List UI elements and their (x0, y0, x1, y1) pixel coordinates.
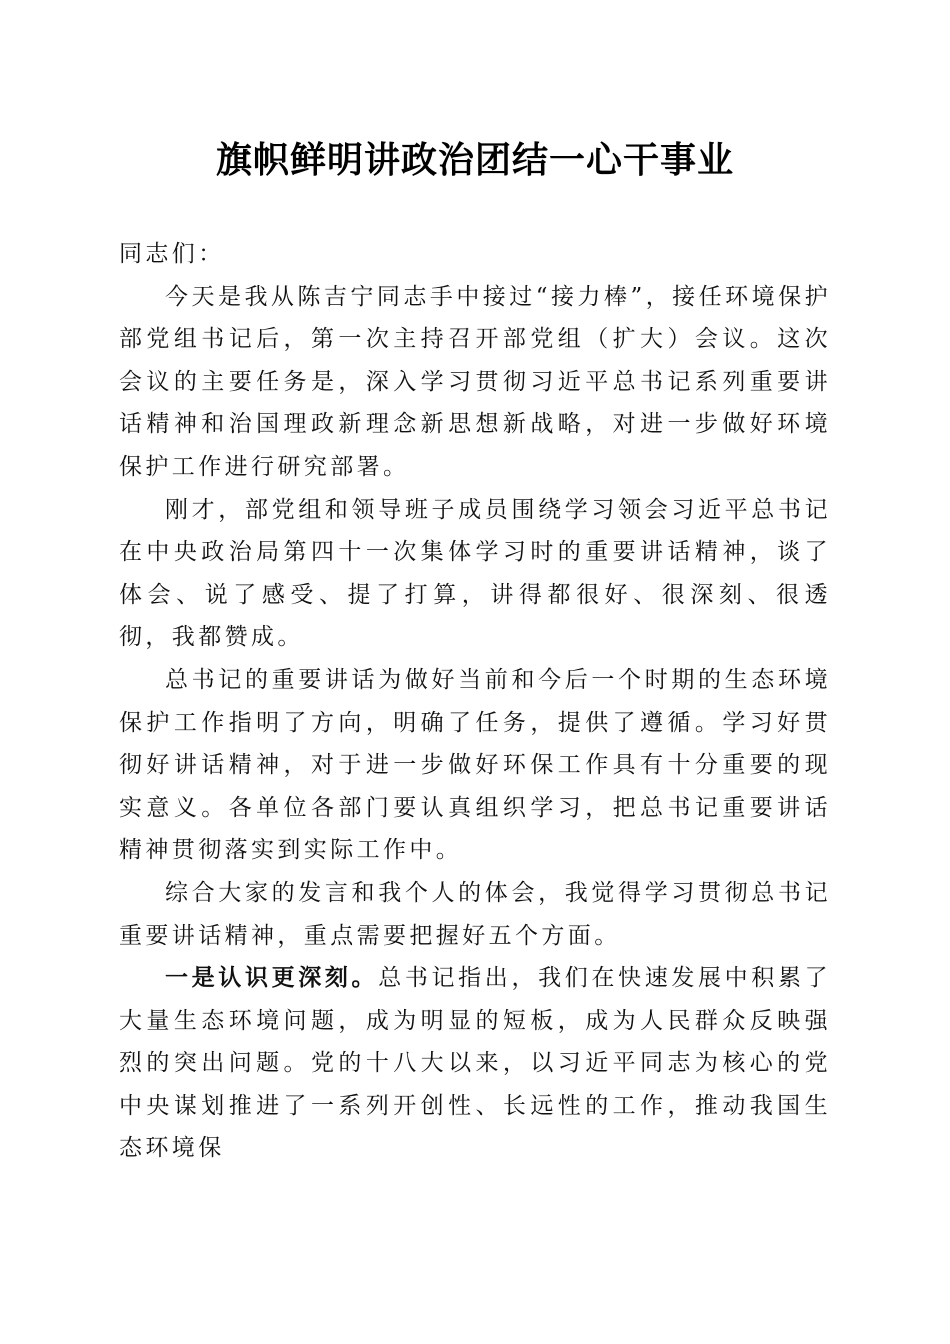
paragraph: 总书记的重要讲话为做好当前和今后一个时期的生态环境保护工作指明了方向，明确了任务，提供了遵循。学习好贯彻好讲话精神，对于进一步做好环保工作具有十分重要的现实意义。各单位各部门要认真组织学习，把总书记重要讲话精神贯彻落实到实际工作中。 (119, 666, 831, 864)
paragraph: 今天是我从陈吉宁同志手中接过“接力棒”，接任环境保护部党组书记后，第一次主持召开部党组（扩大）会议。这次会议的主要任务是，深入学习贯彻习近平总书记系列重要讲话精神和治国理政新理念新思想新战略，对进一步做好环境保护工作进行研究部署。 (119, 283, 831, 480)
document-title: 旗帜鲜明讲政治团结一心干事业 (215, 139, 734, 181)
point-one-paragraph (119, 957, 831, 1170)
point-one-lead: 一是认识更深刻。 (165, 964, 379, 992)
salutation: 同志们： (119, 241, 225, 267)
paragraph: 综合大家的发言和我个人的体会，我觉得学习贯彻总书记重要讲话精神，重点需要把握好五个方面。 (119, 879, 831, 949)
document-body (119, 233, 831, 1170)
paragraph: 刚才，部党组和领导班子成员围绕学习领会习近平总书记在中央政治局第四十一次集体学习时的重要讲话精神，谈了体会、说了感受、提了打算，讲得都很好、很深刻、很透彻，我都赞成。 (119, 496, 831, 651)
point-one-text: 总书记指出，我们在快速发展中积累了大量生态环境问题，成为明显的短板，成为人民群众反映强烈的突出问题。党的十八大以来，以习近平同志为核心的党中央谋划推进了一系列开创性、长远性的工作，推动我国生态环境保 (119, 965, 831, 1162)
